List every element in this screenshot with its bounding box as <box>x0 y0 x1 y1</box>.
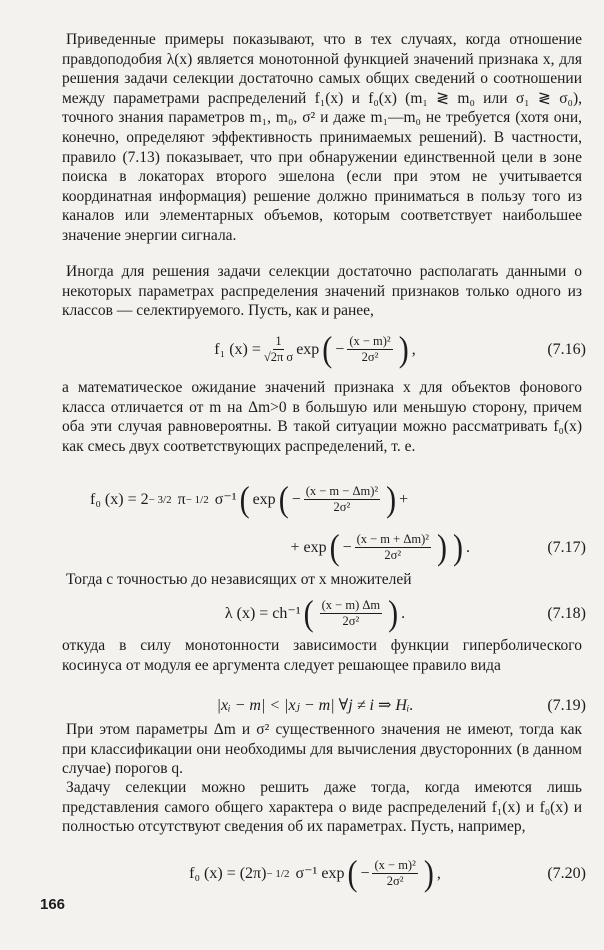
eq717-minus2: − <box>342 538 352 556</box>
paragraph-2: Иногда для решения задачи селекции достаточно располагать данными о некоторых параметрах распределения значений признаков только одного из классов — селектируемого. Пусть, как и ранее, <box>62 263 582 320</box>
eq720-rparen: ) <box>423 853 434 893</box>
equation-7-20 <box>100 853 586 893</box>
eq720-sigma: σ⁻¹ exp <box>295 864 345 882</box>
paragraph-7: Задачу селекции можно решить даже тогда, когда имеются лишь представления самого общего характера о виде распределений f₁(x) и f₀(x) и полностью отсутствуют сведения об их параметрах. Пусть, например, <box>62 779 582 836</box>
eq716-coef <box>264 334 293 365</box>
eq720-lhs: f₀ (x) = (2π) <box>189 864 267 882</box>
eq716-exp: exp <box>296 340 320 358</box>
equation-7-16 <box>100 329 586 369</box>
eq717-lhs: f₀ (x) = 2 <box>90 490 149 508</box>
page-number: 166 <box>40 896 66 913</box>
eq718-frac-den: 2σ² <box>342 614 360 628</box>
eq720-frac-num: (x − m)² <box>374 858 416 872</box>
eq716-lparen: ( <box>322 329 333 369</box>
eq717-number: (7.17) <box>547 538 586 556</box>
eq716-number: (7.16) <box>547 340 586 358</box>
equation-7-19 <box>100 694 586 718</box>
eq720-comma: , <box>436 864 441 882</box>
paragraph-1: Приведенные примеры показывают, что в тех случаях, когда отношение правдоподобия λ(x) является монотонной функцией значений признака x, для решения задачи селекции достаточно самых общих сведений о соотношении между параметрами распределений f₁(x) и f₀(x) (m₁ ≷ m₀ или σ₁ ≷ σ₀), точного знания параметров m₁, m₀, σ² и даже m₁—m₀ не требуется (хотя они, конечно, определяют эффективность принимаемых решений). В частности, правило (7.13) показывает, что при обнаружении единственной цели в зоне поиска в локаторах второго эшелона (если при этом не учитывается координатная информация) решение должно приниматься в пользу того из каналов или элементарных объемов, которым соответствует наибольшее значение энергии сигнала. <box>62 31 582 244</box>
eq717-lparen1: ( <box>278 479 289 519</box>
eq720-pow: − 1/2 <box>266 867 290 880</box>
eq716-frac-den: 2σ² <box>361 350 379 364</box>
eq718-lhs: λ (x) = ch⁻¹ <box>224 604 301 622</box>
eq720-lparen: ( <box>347 853 358 893</box>
eq716-minus: − <box>335 340 345 358</box>
equation-7-18 <box>100 593 586 633</box>
eq717-pow2: − 1/2 <box>185 493 209 506</box>
paragraph-4: Тогда с точностью до независящих от x множителей <box>66 571 412 588</box>
eq717-period: . <box>466 538 470 556</box>
eq717-plus: + <box>399 490 409 508</box>
eq717-frac1-den: 2σ² <box>333 500 351 514</box>
eq717-rparen1: ) <box>386 479 397 519</box>
eq717-outer-lparen: ( <box>239 479 250 519</box>
eq717-frac2 <box>355 532 431 563</box>
eq717-frac2-den: 2σ² <box>384 548 402 562</box>
eq720-number: (7.20) <box>547 864 586 882</box>
eq718-lparen: ( <box>303 593 314 633</box>
eq717-frac1 <box>304 484 380 515</box>
eq716-lhs: f₁ (x) = <box>214 340 261 358</box>
eq719-number: (7.19) <box>547 697 586 714</box>
eq717-outer-rparen: ) <box>453 527 463 567</box>
eq716-coef-num: 1 <box>275 334 282 348</box>
eq718-frac-num: (x − m) Δm <box>321 598 381 612</box>
eq716-frac <box>347 334 392 365</box>
paragraph-3: а математическое ожидание значений признака x для объектов фонового класса отличается от m на Δm>0 в большую или меньшую сторону, причем оба эти случая равновероятны. В такой ситуации можно рассматривать f₀(x) как смесь двух соответствующих распределений, т. е. <box>62 379 582 455</box>
eq720-frac <box>372 858 417 889</box>
eq718-rparen: ) <box>388 593 399 633</box>
eq717-pow1: − 3/2 <box>148 493 172 506</box>
eq717-lparen2: ( <box>329 527 340 567</box>
eq717-sigma: σ⁻¹ <box>214 490 237 508</box>
eq717-line2-start: + exp <box>290 538 327 556</box>
eq718-frac <box>320 598 382 629</box>
eq717-frac2-num: (x − m + Δm)² <box>356 532 429 546</box>
eq716-comma: , <box>411 340 416 358</box>
paragraph-6: При этом параметры Δm и σ² существенного значения не имеют, тогда как при классификации они необходимы для вычисления двусторонних (в данном случае) порогов q. <box>62 721 582 778</box>
eq720-minus: − <box>360 864 370 882</box>
eq718-period: . <box>401 604 406 622</box>
equation-7-17-line-2 <box>100 527 586 567</box>
eq717-pi: π <box>177 490 186 508</box>
eq717-minus1: − <box>291 490 301 508</box>
eq720-frac-den: 2σ² <box>386 874 404 888</box>
paragraph-5: откуда в силу монотонности зависимости функции гиперболического косинуса от модуля ее аргумента следует решающее правило вида <box>62 637 582 674</box>
eq717-exp: exp <box>252 490 276 508</box>
eq717-rparen2: ) <box>437 527 447 567</box>
eq718-number: (7.18) <box>547 604 586 622</box>
eq717-frac1-num: (x − m − Δm)² <box>305 484 379 498</box>
equation-7-17-line-1 <box>90 479 586 519</box>
eq716-rparen: ) <box>398 329 409 369</box>
eq719-body: |xᵢ − m| < |xⱼ − m| ∀j ≠ i ⇒ Hᵢ. <box>216 697 414 714</box>
eq716-coef-den: √2π σ <box>263 350 294 364</box>
eq716-frac-num: (x − m)² <box>349 334 391 348</box>
